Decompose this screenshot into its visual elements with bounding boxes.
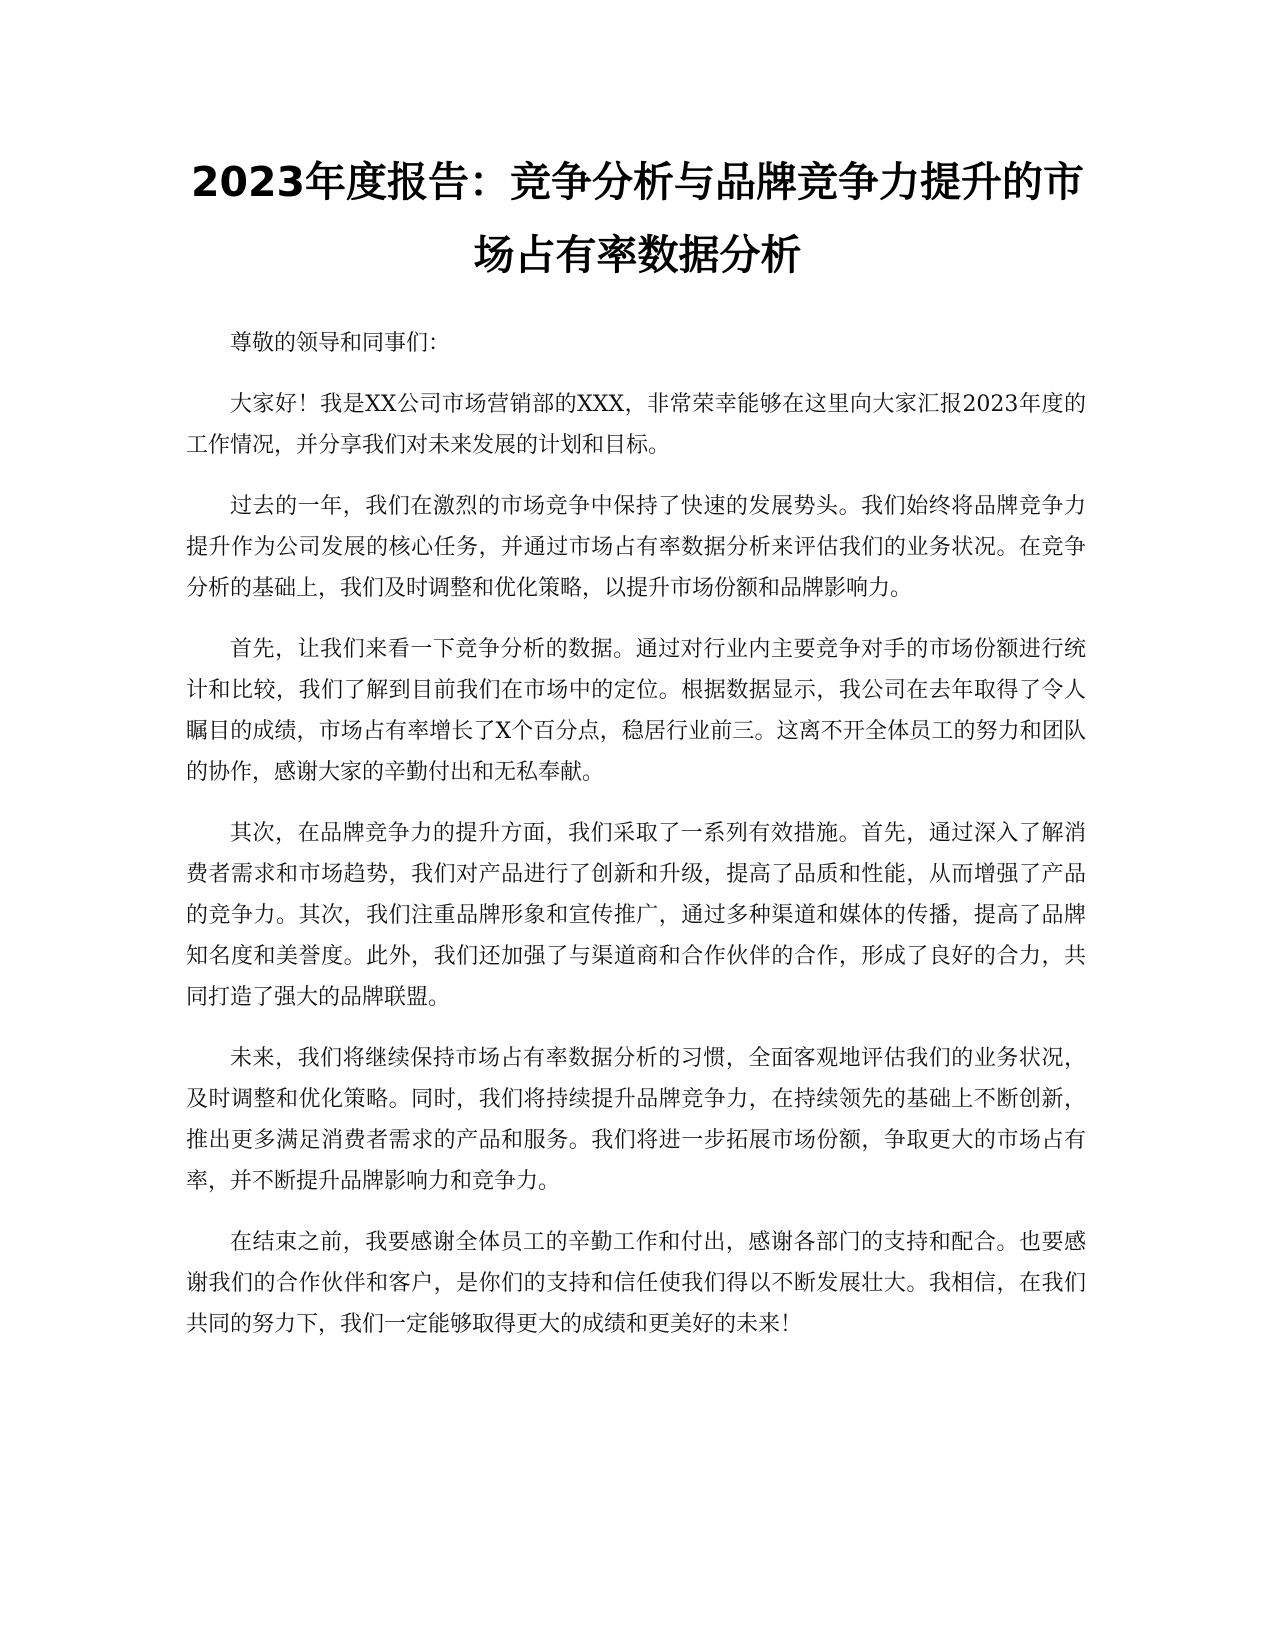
future-plan-paragraph: 未来，我们将继续保持市场占有率数据分析的习惯，全面客观地评估我们的业务状况，及时调整和优化策略。同时，我们将持续提升品牌竞争力，在持续领先的基础上不断创新，推出更多满足消费者需求的产品和服务。我们将进一步拓展市场份额，争取更大的市场占有率，并不断提升品牌影响力和竞争力。 xyxy=(186,1046,1086,1194)
closing-paragraph: 在结束之前，我要感谢全体员工的辛勤工作和付出，感谢各部门的支持和配合。也要感谢我们的合作伙伴和客户，是你们的支持和信任使我们得以不断发展壮大。我相信，在我们共同的努力下，我们一定能够取得更大的成绩和更美好的未来！ xyxy=(186,1230,1086,1337)
review-paragraph: 过去的一年，我们在激烈的市场竞争中保持了快速的发展势头。我们始终将品牌竞争力提升作为公司发展的核心任务，并通过市场占有率数据分析来评估我们的业务状况。在竞争分析的基础上，我们及时调整和优化策略，以提升市场份额和品牌影响力。 xyxy=(186,494,1086,601)
page-title: 2023年度报告：竞争分析与品牌竞争力提升的市场占有率数据分析 xyxy=(190,158,1085,279)
document-body xyxy=(186,323,1086,1365)
brand-competitiveness-paragraph: 其次，在品牌竞争力的提升方面，我们采取了一系列有效措施。首先，通过深入了解消费者需求和市场趋势，我们对产品进行了创新和升级，提高了品质和性能，从而增强了产品的竞争力。其次，我们注重品牌形象和宣传推广，通过多种渠道和媒体的传播，提高了品牌知名度和美誉度。此外，我们还加强了与渠道商和合作伙伴的合作，形成了良好的合力，共同打造了强大的品牌联盟。 xyxy=(186,821,1086,1010)
intro-paragraph: 大家好！我是XX公司市场营销部的XXX，非常荣幸能够在这里向大家汇报2023年度的工作情况，并分享我们对未来发展的计划和目标。 xyxy=(186,392,1086,458)
competition-analysis-paragraph: 首先，让我们来看一下竞争分析的数据。通过对行业内主要竞争对手的市场份额进行统计和比较，我们了解到目前我们在市场中的定位。根据数据显示，我公司在去年取得了令人瞩目的成绩，市场占有率增长了X个百分点，稳居行业前三。这离不开全体员工的努力和团队的协作，感谢大家的辛勤付出和无私奉献。 xyxy=(186,637,1086,785)
greeting-paragraph: 尊敬的领导和同事们： xyxy=(230,331,451,356)
